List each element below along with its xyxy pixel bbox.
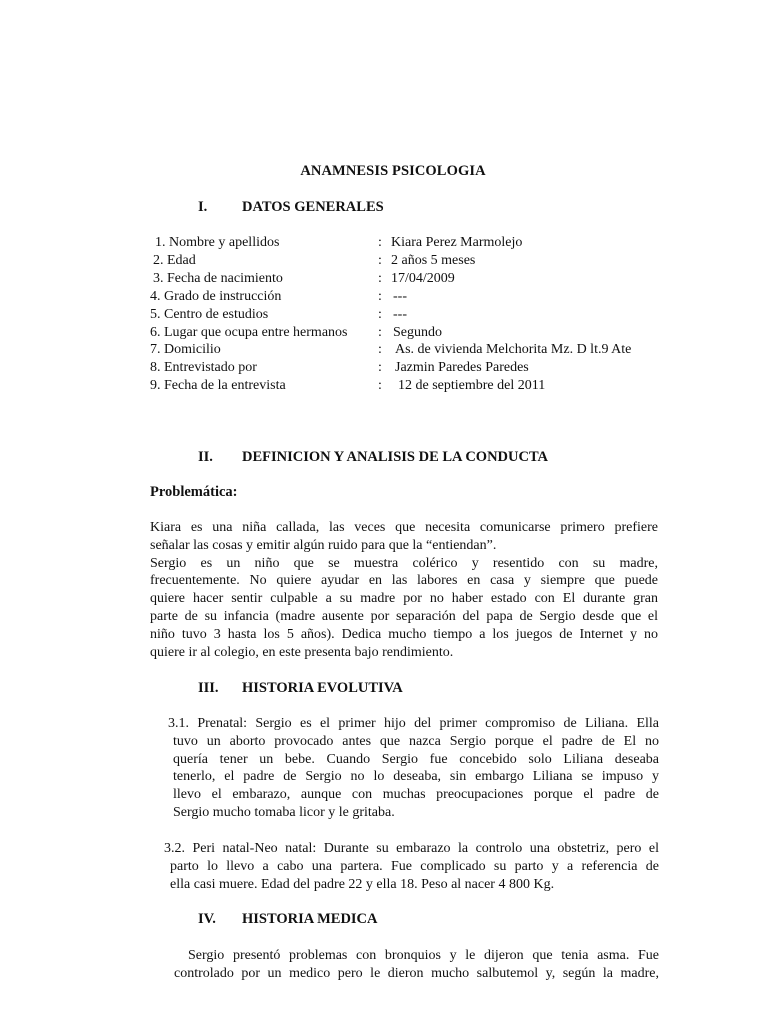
- field-value: 2 años 5 meses: [391, 252, 476, 268]
- field-label: 9. Fecha de la entrevista: [150, 378, 286, 394]
- field-label: 4. Grado de instrucción: [150, 288, 282, 304]
- perinatal-paragraph: [164, 840, 659, 893]
- field-label: 1. Nombre y apellidos: [155, 235, 280, 250]
- section-number: III.: [198, 680, 219, 696]
- field-value: 17/04/2009: [391, 270, 455, 286]
- problematica-paragraph: [150, 519, 658, 661]
- field-separator: :: [378, 235, 382, 250]
- field-value: Kiara Perez Marmolejo: [391, 235, 523, 250]
- section-title: HISTORIA EVOLUTIVA: [242, 680, 403, 696]
- section-title: DATOS GENERALES: [242, 199, 384, 215]
- field-value: ---: [393, 288, 407, 304]
- section-title: DEFINICION Y ANALISIS DE LA CONDUCTA: [242, 449, 549, 465]
- field-separator: :: [378, 360, 382, 376]
- field-separator: :: [378, 306, 382, 322]
- problematica-label: Problemática:: [150, 484, 238, 500]
- paragraph-line: parte de su infancia (madre ausente por separación del papa de Sergio desde que el: [150, 608, 658, 624]
- field-separator: :: [378, 252, 382, 268]
- field-separator: :: [378, 378, 382, 394]
- field-value: ---: [393, 306, 407, 322]
- field-label: 3. Fecha de nacimiento: [153, 270, 283, 286]
- field-separator: :: [378, 324, 382, 340]
- section-number: II.: [198, 449, 213, 465]
- field-value: Jazmin Paredes Paredes: [395, 360, 529, 376]
- field-separator: :: [378, 270, 382, 286]
- document-title: ANAMNESIS PSICOLOGIA: [300, 163, 486, 179]
- field-separator: :: [378, 342, 382, 358]
- paragraph-line: llevo el embarazo, aunque con muchas preocupaciones porque el padre de: [173, 787, 659, 803]
- paragraph-line: quiere ir al colegio, en este presenta bajo rendimiento.: [150, 644, 454, 660]
- paragraph-line: ella casi muere. Edad del padre 22 y ella 18. Peso al nacer 4 800 Kg.: [170, 876, 555, 892]
- field-value: 12 de septiembre del 2011: [398, 378, 546, 394]
- paragraph-line: parto lo llevo a cabo una partera. Fue complicado su parto y a referencia de: [170, 858, 659, 874]
- paragraph-line: 3.1. Prenatal: Sergio es el primer hijo del primer compromiso de Liliana. Ella: [168, 716, 659, 731]
- paragraph-line: tenerlo, el padre de Sergio no lo deseaba, sin embargo Liliana se impuso y: [173, 769, 659, 785]
- prenatal-paragraph: [168, 715, 659, 822]
- field-label: 7. Domicilio: [150, 342, 221, 358]
- field-value: As. de vivienda Melchorita Mz. D lt.9 Ate: [395, 342, 632, 358]
- paragraph-line: niño tuvo 3 hasta los 5 años). Dedica mucho tiempo a los juegos de Internet y no: [150, 626, 658, 642]
- field-label: 2. Edad: [153, 252, 196, 268]
- field-separator: :: [378, 288, 382, 304]
- paragraph-line: Sergio presentó problemas con bronquios y le dijeron que tenia asma. Fue: [188, 948, 659, 963]
- section-number: I.: [198, 199, 208, 215]
- paragraph-line: quiere hacer sentir culpable a su madre por no haber estado con El durante gran: [150, 591, 658, 607]
- paragraph-line: quería tener un bebe. Cuando Sergio fue concebido solo Liliana deseaba: [173, 751, 659, 767]
- paragraph-line: frecuentemente. No quiere ayudar en las labores en casa y siempre que puede: [150, 573, 658, 589]
- section-title: HISTORIA MEDICA: [242, 911, 378, 927]
- field-label: 6. Lugar que ocupa entre hermanos: [150, 324, 348, 340]
- field-label: 5. Centro de estudios: [150, 306, 269, 322]
- paragraph-line: controlado por un medico pero le dieron mucho salbutemol y, según la madre,: [174, 965, 659, 981]
- paragraph-line: Sergio mucho tomaba licor y le gritaba.: [173, 804, 395, 820]
- section-number: IV.: [198, 911, 216, 927]
- paragraph-line: 3.2. Peri natal-Neo natal: Durante su embarazo la controlo una obstetriz, pero el: [164, 841, 659, 856]
- field-label: 8. Entrevistado por: [150, 360, 257, 376]
- field-value: Segundo: [393, 324, 442, 340]
- paragraph-line: Sergio es un niño que se muestra colérico y resentido con su madre,: [150, 555, 658, 571]
- paragraph-line: señalar las cosas y emitir algún ruido para que la “entiendan”.: [150, 537, 497, 553]
- paragraph-line: Kiara es una niña callada, las veces que necesita comunicarse primero prefiere: [150, 520, 658, 535]
- paragraph-line: tuvo un aborto provocado antes que nazca Sergio porque el padre de El no: [173, 733, 659, 749]
- medical-paragraph: [174, 947, 659, 983]
